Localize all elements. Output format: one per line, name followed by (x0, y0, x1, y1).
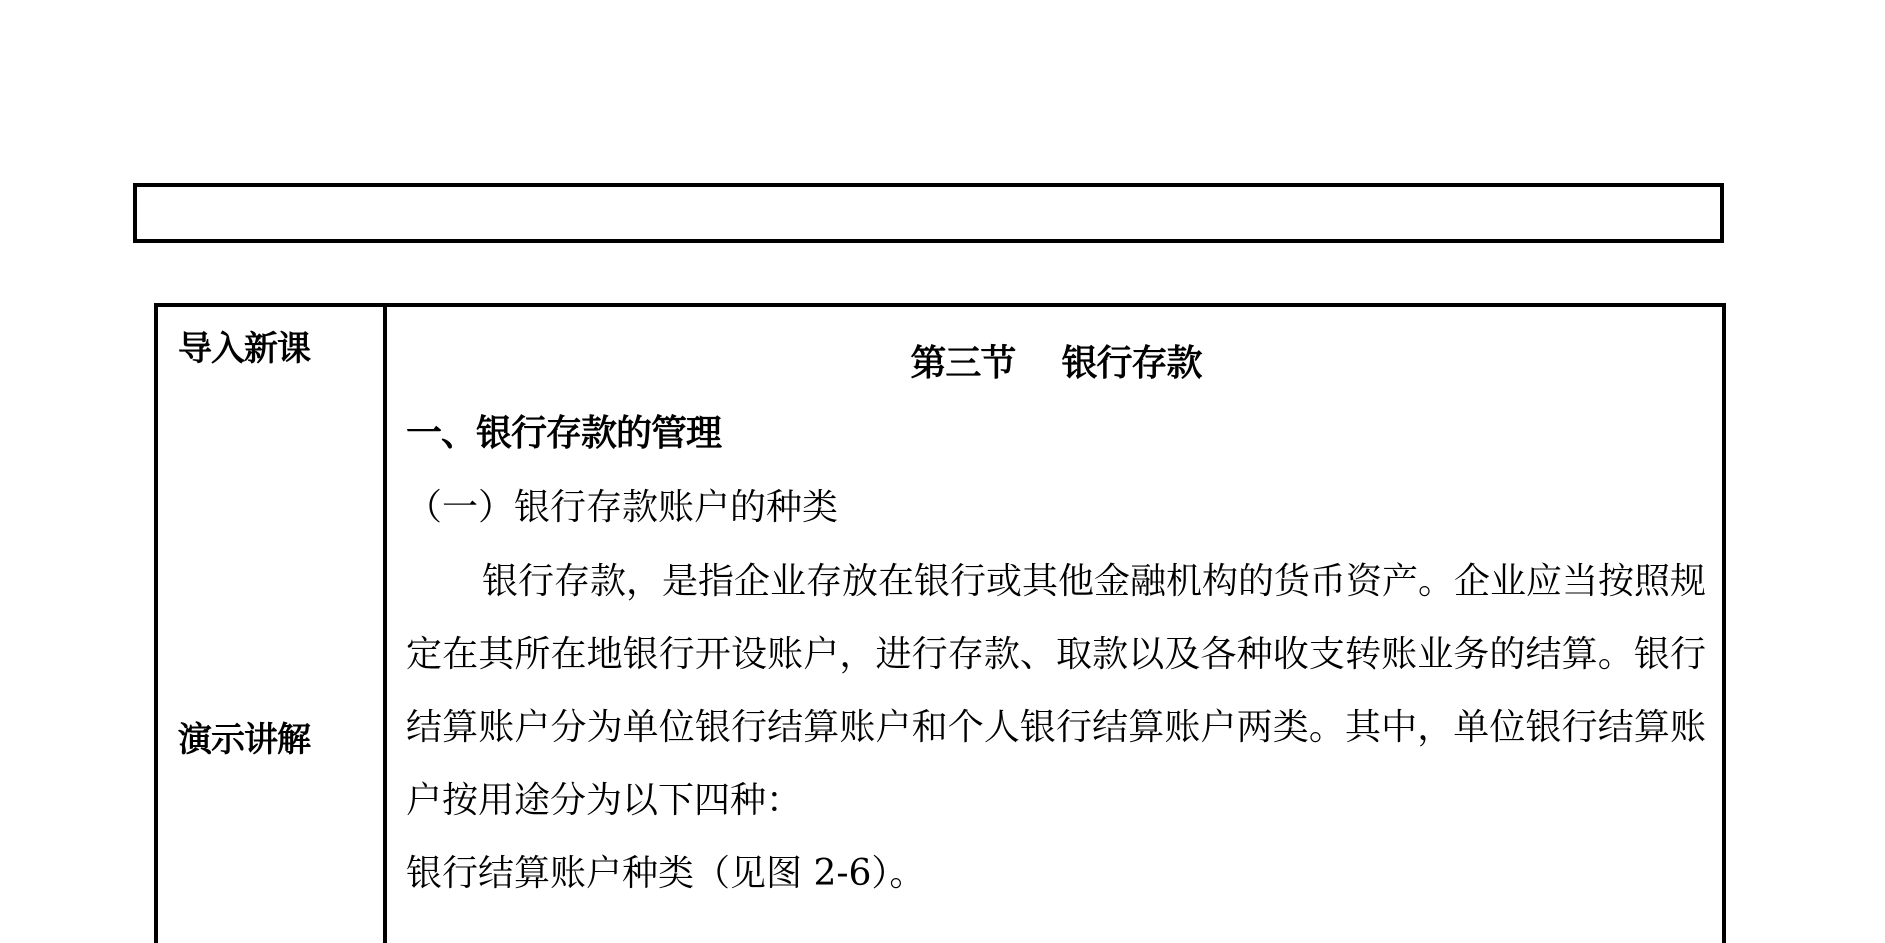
header-box (133, 183, 1724, 243)
heading-level1: 一、银行存款的管理 (406, 413, 722, 454)
figure-reference: 银行结算账户种类（见图 2-6）。 (406, 853, 926, 894)
label-intro: 导入新课 (178, 329, 310, 369)
section-title: 第三节 银行存款 (910, 343, 1202, 384)
heading-level2: （一）银行存款账户的种类 (406, 487, 839, 528)
label-demo: 演示讲解 (178, 720, 310, 760)
body-paragraph: 银行存款，是指企业存放在银行或其他金融机构的货币资产。企业应当按照规定在其所在地银行开设账户，进行存款、取款以及各种收支转账业务的结算。银行结算账户分为单位银行结算账户和个人银行结算账户两类。其中，单位银行结算账户按用途分为以下四种： (406, 561, 1707, 821)
lesson-table (154, 303, 1726, 943)
column-divider (383, 307, 387, 943)
